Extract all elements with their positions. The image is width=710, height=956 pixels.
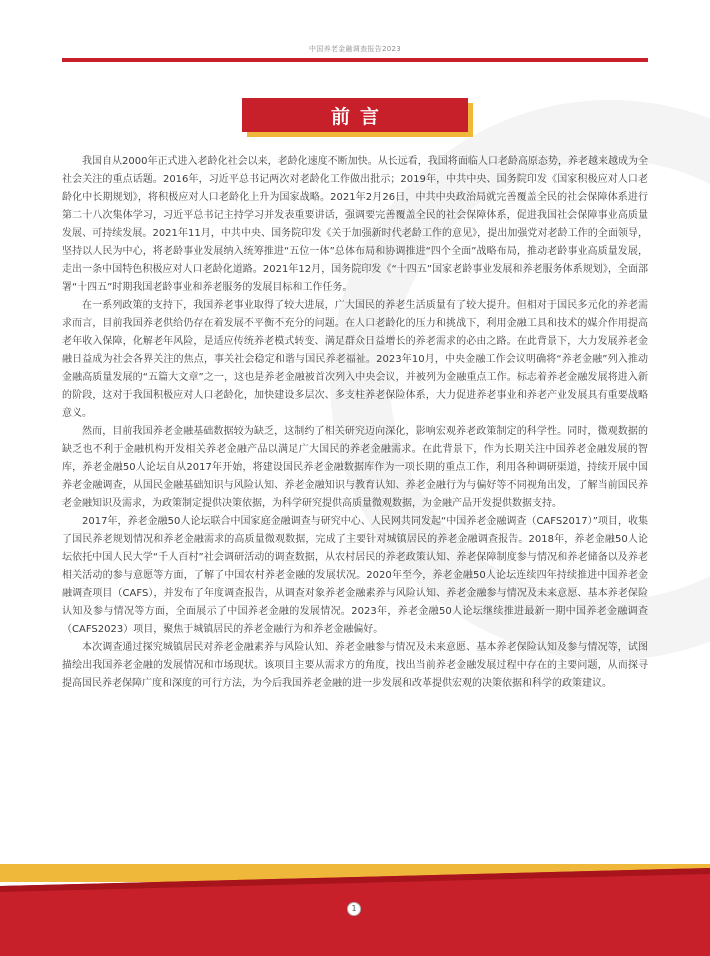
page-number: 1	[347, 902, 361, 916]
paragraph: 然而，目前我国养老金融基础数据较为缺乏，这制约了相关研究迈向深化，影响宏观养老政策制定的科学性。同时，微观数据的缺乏也不利于金融机构开发相关养老金融产品以满足广大国民的养老金融需求。在此背景下，作为长期关注中国养老金融发展的智库，养老金融50人论坛自从2017年开始，将建设国民养老金融数据库作为一项长期的重点工作，利用各种调研渠道，持续开展中国养老金融调查，从国民金融基础知识与风险认知、养老金融知识与教育认知、养老金融行为与偏好等不同视角出发，了解当前国民养老金融知识及需求，为政策制定提供决策依据，为科学研究提供高质量微观数据，为金融产品开发提供数据支持。	[62, 426, 648, 509]
running-header: 中国养老金融调查报告2023	[308, 45, 401, 53]
title-container	[0, 98, 710, 132]
page-title: 前言	[242, 98, 468, 132]
header-rule	[62, 58, 648, 62]
paragraph: 在一系列政策的支持下，我国养老事业取得了较大进展，广大国民的养老生活质量有了较大提升。但相对于国民多元化的养老需求而言，目前我国养老供给仍存在着发展不平衡不充分的问题。在人口老龄化的压力和挑战下，利用金融工具和技术的媒介作用提高老年收入保障，化解老年风险，是适应传统养老模式转变、满足群众日益增长的养老需求的必由之路。在此背景下，大力发展养老金融日益成为社会各界关注的焦点，事关社会稳定和谐与国民养老福祉。2023年10月，中央金融工作会议明确将“养老金融”列入推动金融高质量发展的“五篇大文章”之一，这也是养老金融被首次列入中央会议，并被列为金融重点工作。标志着养老金融发展将进入新的阶段，这对于我国积极应对人口老龄化，加快建设多层次、多支柱养老保险体系，大力促进养老事业和养老产业发展具有重要战略意义。	[62, 300, 648, 419]
paragraph: 我国自从2000年正式进入老龄化社会以来，老龄化速度不断加快。从长远看，我国将面临人口老龄高原态势，养老越来越成为全社会关注的重点话题。2016年，习近平总书记两次对老龄化工作做出批示；2019年，中共中央、国务院印发《国家积极应对人口老龄化中长期规划》，将积极应对人口老龄化上升为国家战略。2021年2月26日，中共中央政治局就完善覆盖全民的社会保障体系进行第二十八次集体学习，习近平总书记主持学习并发表重要讲话，强调要完善覆盖全民的社会保障体系，促进我国社会保障事业高质量发展、可持续发展。2021年11月，中共中央、国务院印发《关于加强新时代老龄工作的意见》，提出加强党对老龄工作的全面领导，坚持以人民为中心，将老龄事业发展纳入统筹推进“五位一体”总体布局和协调推进“四个全面”战略布局，推动老龄事业高质量发展，走出一条中国特色积极应对人口老龄化道路。2021年12月，国务院印发《“十四五”国家老龄事业发展和养老服务体系规划》，全面部署“十四五”时期我国老龄事业和养老服务的发展目标和工作任务。	[62, 156, 648, 293]
paragraph: 本次调查通过探究城镇居民对养老金融素养与风险认知、养老金融参与情况及未来意愿、基本养老保险认知及参与情况等，试图描绘出我国养老金融的发展情况和市场现状。该项目主要从需求方的角度，找出当前养老金融发展过程中存在的主要问题，从而探寻提高国民养老保障广度和深度的可行方法，为今后我国养老金融的进一步发展和改革提供宏观的决策依据和科学的政策建议。	[62, 642, 648, 689]
body-text	[62, 153, 648, 693]
paragraph: 2017年，养老金融50人论坛联合中国家庭金融调查与研究中心、人民网共同发起“中国养老金融调查（CAFS2017）”项目，收集了国民养老规划情况和养老金融需求的高质量微观数据，完成了主要针对城镇居民的养老金融调查报告。2018年，养老金融50人论坛依托中国人民大学“千人百村”社会调研活动的调查数据，从农村居民的养老政策认知、养老保障制度参与情况和养老储备以及养老相关活动的参与意愿等方面，了解了中国农村养老金融的发展状况。2020年至今，养老金融50人论坛连续四年持续推进中国养老金融调查项目（CAFS），并发布了年度调查报告，从调查对象养老金融素养与风险认知、养老金融参与情况及未来意愿、基本养老保险认知及参与情况等方面，全面展示了中国养老金融的发展情况。2023年，养老金融50人论坛继续推进最新一期中国养老金融调查（CAFS2023）项目，聚焦于城镇居民的养老金融行为和养老金融偏好。	[62, 516, 648, 635]
